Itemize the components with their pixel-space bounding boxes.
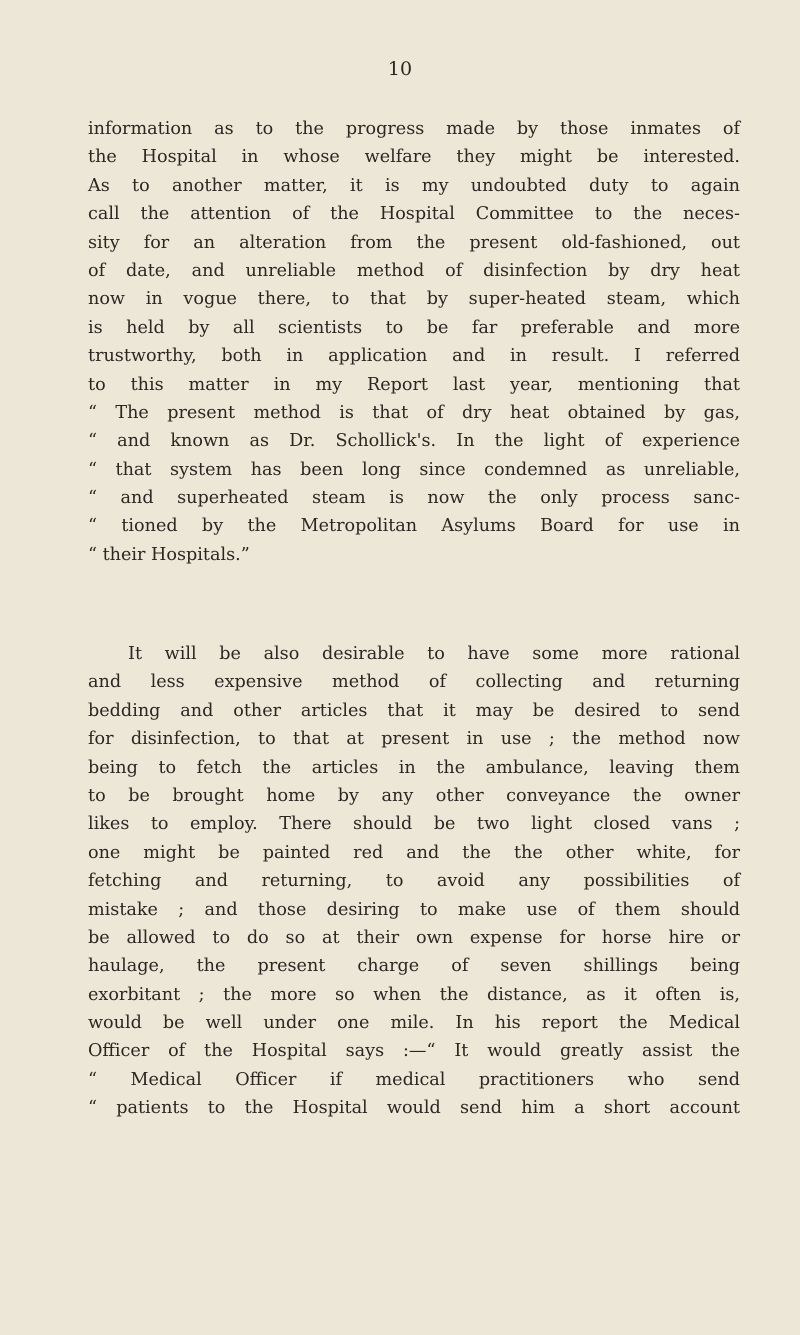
text-line: to this matter in my Report last year, mentioning that [88, 374, 740, 395]
text-line: being to fetch the articles in the ambulance, leaving them [88, 757, 740, 778]
text-line: Officer of the Hospital says :—“ It would greatly assist the [88, 1041, 740, 1062]
paragraph-2 [88, 640, 740, 1123]
text-line: bedding and other articles that it may be desired to send [88, 700, 740, 721]
text-line: and less expensive method of collecting and returning [88, 672, 740, 693]
text-line: call the attention of the Hospital Committee to the neces- [88, 204, 740, 225]
text-line: “ patients to the Hospital would send him a short account [88, 1098, 740, 1119]
text-line: mistake ; and those desiring to make use of them should [88, 899, 740, 920]
text-line: “ and superheated steam is now the only process sanc- [88, 488, 740, 509]
text-line: It will be also desirable to have some more rational [128, 644, 740, 664]
text-line: “ Medical Officer if medical practitioners who send [88, 1069, 740, 1090]
text-line: trustworthy, both in application and in result. I referred [88, 346, 740, 367]
text-line: to be brought home by any other conveyance the owner [88, 785, 740, 806]
text-line: “ that system has been long since condemned as unreliable, [88, 459, 740, 480]
text-line: is held by all scientists to be far preferable and more [88, 317, 740, 338]
text-line: haulage, the present charge of seven shillings being [88, 956, 740, 977]
text-line: now in vogue there, to that by super-heated steam, which [88, 289, 740, 310]
text-line: for disinfection, to that at present in use ; the method now [88, 729, 740, 750]
text-line: “ The present method is that of dry heat obtained by gas, [88, 402, 740, 423]
text-line: “ their Hospitals.” [88, 544, 250, 565]
text-line: likes to employ. There should be two light closed vans ; [88, 814, 740, 835]
text-line: “ tioned by the Metropolitan Asylums Board for use in [88, 516, 740, 537]
text-line: exorbitant ; the more so when the distance, as it often is, [88, 984, 740, 1005]
paragraph-1 [88, 115, 740, 569]
text-line: of date, and unreliable method of disinfection by dry heat [88, 260, 740, 281]
text-line: information as to the progress made by those inmates of [88, 119, 740, 139]
page-number: 10 [387, 58, 413, 80]
text-line: “ and known as Dr. Schollick's. In the light of experience [88, 431, 740, 452]
text-line: sity for an alteration from the present old-fashioned, out [88, 232, 740, 253]
text-line: As to another matter, it is my undoubted duty to again [88, 175, 740, 196]
text-line: fetching and returning, to avoid any possibilities of [88, 871, 740, 892]
text-line: one might be painted red and the the other white, for [88, 842, 740, 863]
text-line: would be well under one mile. In his report the Medical [88, 1013, 740, 1034]
text-line: be allowed to do so at their own expense for horse hire or [88, 927, 740, 948]
text-line: the Hospital in whose welfare they might be interested. [88, 147, 740, 168]
